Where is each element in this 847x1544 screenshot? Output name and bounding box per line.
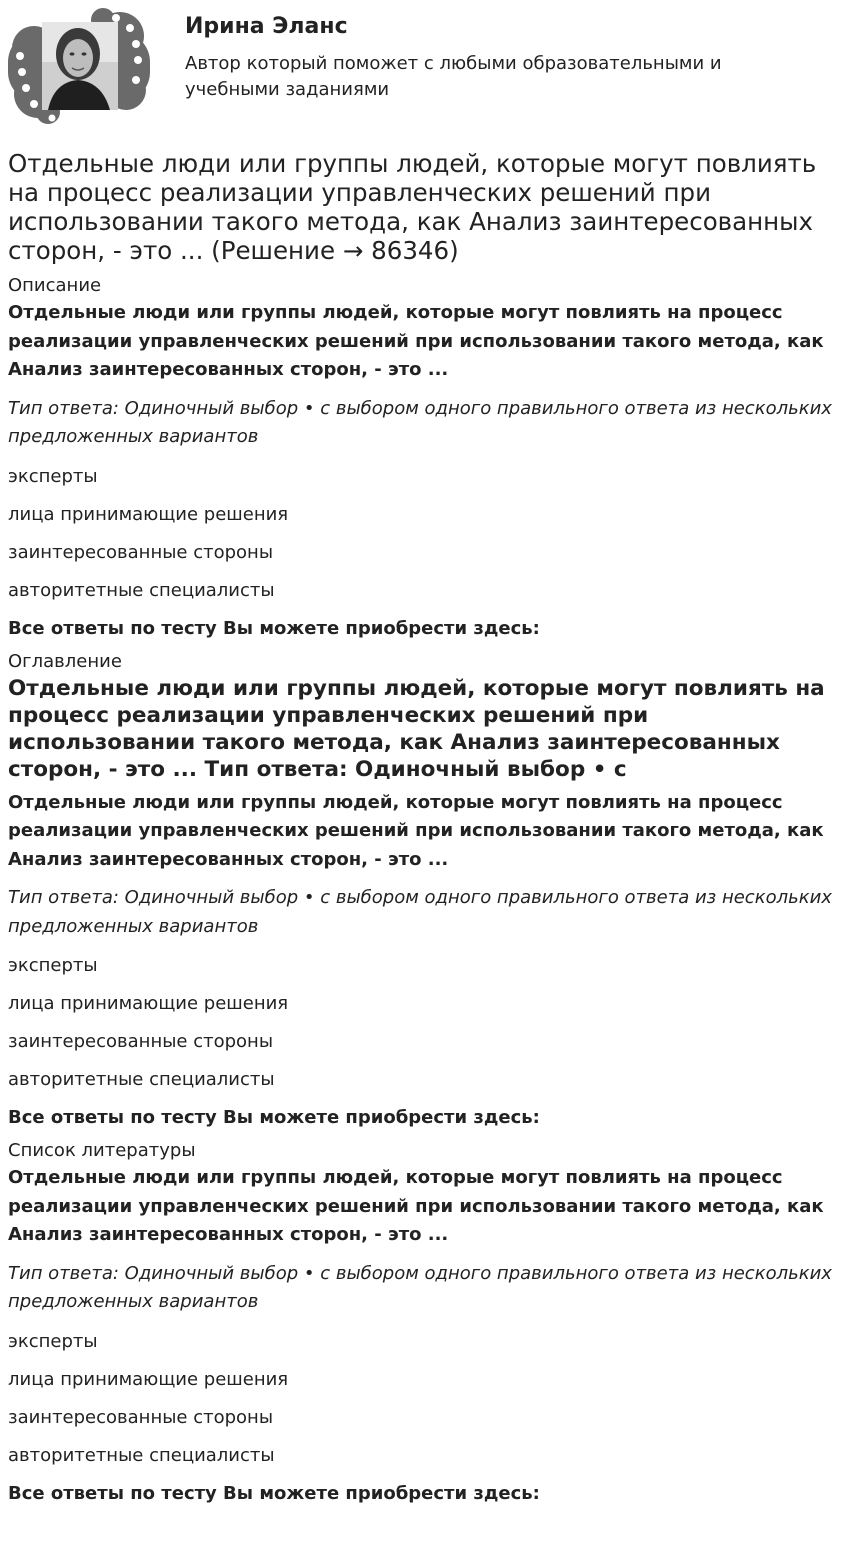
toc-label: Оглавление xyxy=(8,650,122,672)
author-description: Автор который поможет с любыми образовательными и учебными заданиями xyxy=(185,53,722,100)
description-buy-text: Все ответы по тесту Вы можете приобрести здесь: xyxy=(8,617,540,639)
author-avatar[interactable] xyxy=(8,8,150,126)
literature-buy-text: Все ответы по тесту Вы можете приобрести здесь: xyxy=(8,1482,540,1504)
description-option-2: лица принимающие решения xyxy=(8,503,289,525)
author-name[interactable]: Ирина Эланс xyxy=(185,14,348,39)
page-title: Отдельные люди или группы людей, которые могут повлиять на процесс реализации управленческих решений при использовании такого метода, как Анализ заинтересованных сторон, - это ... (Решение → 86346) xyxy=(8,149,817,265)
literature-option-3: заинтересованные стороны xyxy=(8,1406,274,1428)
description-option-4: авторитетные специалисты xyxy=(8,579,275,601)
literature-label: Список литературы xyxy=(8,1140,196,1161)
toc-option-3: заинтересованные стороны xyxy=(8,1031,274,1052)
literature-answer-type: Тип ответа: Одиночный выбор • с выбором одного правильного ответа из нескольких предложенных вариантов xyxy=(8,1262,832,1312)
description-option-3: заинтересованные стороны xyxy=(8,541,274,563)
description-label: Описание xyxy=(8,275,102,296)
author-block xyxy=(8,8,838,128)
main-content xyxy=(8,149,840,1506)
toc-answer-type: Тип ответа: Одиночный выбор • с выбором одного правильного ответа из нескольких предложенных вариантов xyxy=(8,887,832,937)
toc-question: Отдельные люди или группы людей, которые могут повлиять на процесс реализации управленческих решений при использовании такого метода, как Анализ заинтересованных сторон, - это ... xyxy=(8,791,824,870)
literature-option-2: лица принимающие решения xyxy=(8,1368,289,1390)
toc-option-4: авторитетные специалисты xyxy=(8,1069,275,1090)
description-option-1: эксперты xyxy=(8,465,98,487)
toc-buy-text: Все ответы по тесту Вы можете приобрести здесь: xyxy=(8,1107,540,1128)
literature-option-4: авторитетные специалисты xyxy=(8,1444,275,1466)
description-answer-type: Тип ответа: Одиночный выбор • с выбором одного правильного ответа из нескольких предложенных вариантов xyxy=(8,397,832,447)
toc-option-2: лица принимающие решения xyxy=(8,993,289,1014)
description-question: Отдельные люди или группы людей, которые могут повлиять на процесс реализации управленческих решений при использовании такого метода, как Анализ заинтересованных сторон, - это ... xyxy=(8,302,824,380)
toc-heading: Отдельные люди или группы людей, которые могут повлиять на процесс реализации управленческих решений при использовании такого метода, как Анализ заинтересованных сторон, - это ... Тип ответа: Одиночный выбор • с xyxy=(8,675,825,782)
toc-option-1: эксперты xyxy=(8,955,98,976)
literature-option-1: эксперты xyxy=(8,1330,98,1352)
literature-question: Отдельные люди или группы людей, которые могут повлиять на процесс реализации управленческих решений при использовании такого метода, как Анализ заинтересованных сторон, - это ... xyxy=(8,1167,824,1245)
